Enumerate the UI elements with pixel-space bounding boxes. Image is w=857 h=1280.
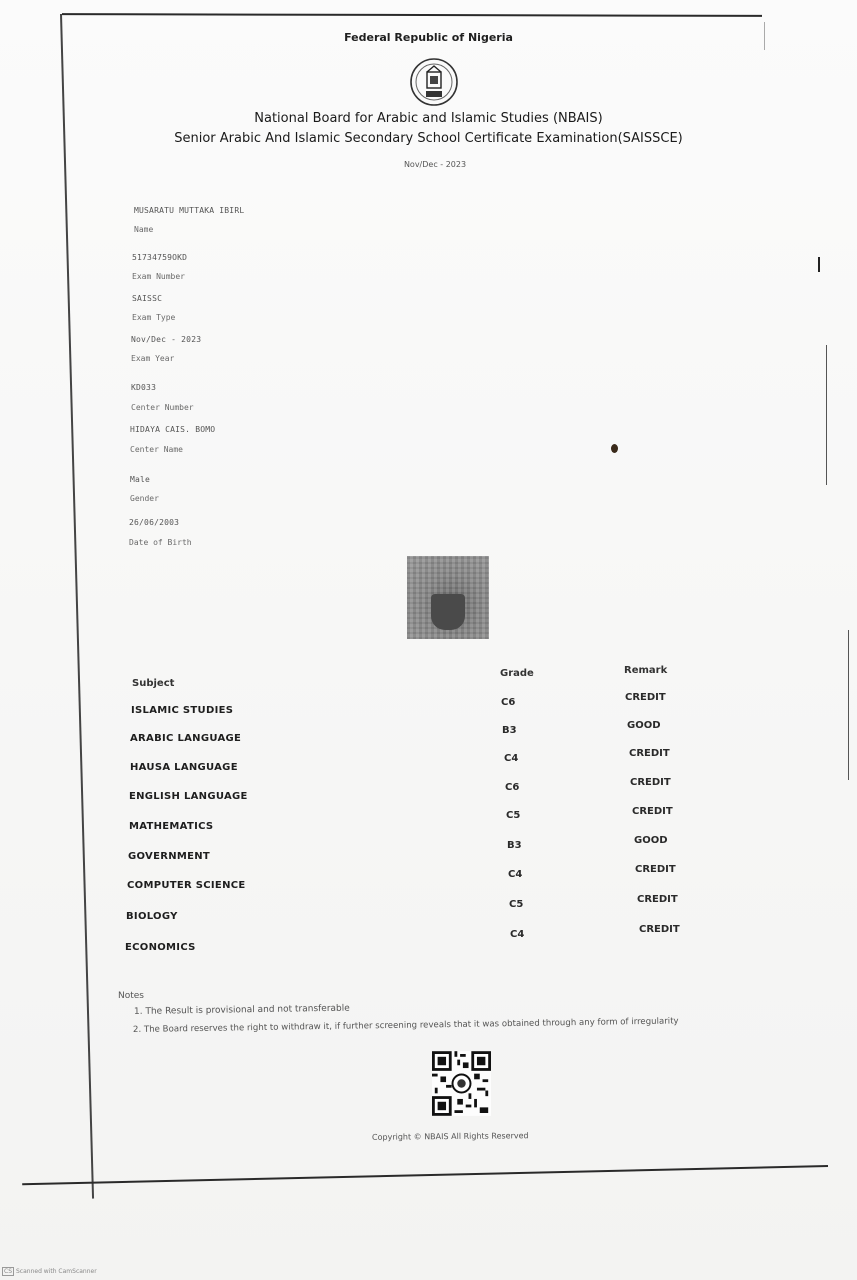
subject-name: MATHEMATICS [129, 821, 214, 832]
subject-remark: GOOD [627, 720, 661, 731]
center-name-label: Center Name [130, 445, 183, 454]
subject-remark: CREDIT [635, 864, 676, 875]
candidate-name-label: Name [134, 225, 154, 234]
scanner-text: Scanned with CamScanner [16, 1268, 97, 1275]
exam-year-value: Nov/Dec - 2023 [131, 335, 202, 344]
subject-grade: C6 [505, 782, 520, 793]
center-number-label: Center Number [131, 403, 194, 412]
subject-remark: CREDIT [625, 692, 666, 703]
candidate-name-value: MUSARATU MUTTAKA IBIRL [134, 206, 245, 215]
subject-name: ECONOMICS [125, 942, 196, 953]
subject-name: GOVERNMENT [128, 851, 211, 862]
subject-name: COMPUTER SCIENCE [127, 880, 246, 891]
remark-column-header: Remark [624, 665, 668, 676]
exam-number-label: Exam Number [132, 272, 185, 281]
subject-column-header: Subject [132, 678, 175, 689]
nbais-crest-icon [409, 57, 459, 107]
subject-name: BIOLOGY [126, 911, 178, 922]
subject-name: ENGLISH LANGUAGE [129, 791, 248, 802]
subject-remark: CREDIT [632, 806, 673, 817]
center-name-value: HIDAYA CAIS. BOMO [130, 425, 216, 434]
subject-grade: C4 [510, 929, 525, 940]
country-title: Federal Republic of Nigeria [344, 31, 513, 44]
subject-grade: C5 [509, 899, 524, 910]
subject-grade: C4 [508, 869, 523, 880]
candidate-photo [407, 556, 489, 639]
exam-title: Senior Arabic And Islamic Secondary School Certificate Examination(SAISSCE) [174, 131, 683, 146]
border-left [60, 14, 94, 1199]
subject-remark: CREDIT [637, 894, 678, 905]
subject-grade: C4 [504, 753, 519, 764]
center-number-value: KD033 [131, 383, 157, 392]
dob-label: Date of Birth [129, 538, 192, 547]
subject-remark: GOOD [634, 835, 668, 846]
subject-remark: CREDIT [629, 748, 670, 759]
edge-mark [818, 257, 820, 272]
note-item: 2. The Board reserves the right to withdraw it, if further screening reveals that it was obtained through any form of irregularity [132, 1016, 679, 1035]
subject-name: ISLAMIC STUDIES [131, 705, 234, 716]
gender-value: Male [130, 475, 151, 484]
ink-spot [611, 444, 618, 453]
copyright-text: Copyright © NBAIS All Rights Reserved [371, 1131, 529, 1142]
subject-grade: B3 [507, 840, 522, 851]
scanner-watermark [2, 1268, 97, 1275]
grade-column-header: Grade [500, 668, 534, 679]
note-item: 1. The Result is provisional and not transferable [133, 1003, 350, 1017]
subject-grade: C6 [501, 697, 516, 708]
qr-code-icon [432, 1051, 491, 1116]
scanner-badge: CS [4, 1268, 12, 1275]
subject-grade: C5 [506, 810, 521, 821]
subject-grade: B3 [502, 725, 517, 736]
edge-mark [826, 345, 827, 485]
exam-type-label: Exam Type [132, 313, 176, 322]
border-bottom [22, 1165, 828, 1185]
subject-remark: CREDIT [630, 777, 671, 788]
exam-number-value: 51734759OKD [132, 253, 188, 262]
subject-name: ARABIC LANGUAGE [130, 733, 242, 744]
subject-name: HAUSA LANGUAGE [130, 762, 238, 773]
border-top [62, 13, 762, 17]
board-name: National Board for Arabic and Islamic Studies (NBAIS) [254, 111, 603, 126]
edge-mark [848, 630, 849, 780]
dob-value: 26/06/2003 [129, 518, 180, 527]
notes-title: Notes [118, 991, 144, 1001]
exam-type-value: SAISSC [132, 294, 163, 303]
exam-year-label: Exam Year [131, 354, 175, 363]
subject-remark: CREDIT [639, 924, 680, 935]
gender-label: Gender [130, 494, 159, 503]
photo-figure [431, 594, 465, 630]
exam-session: Nov/Dec - 2023 [403, 160, 467, 169]
